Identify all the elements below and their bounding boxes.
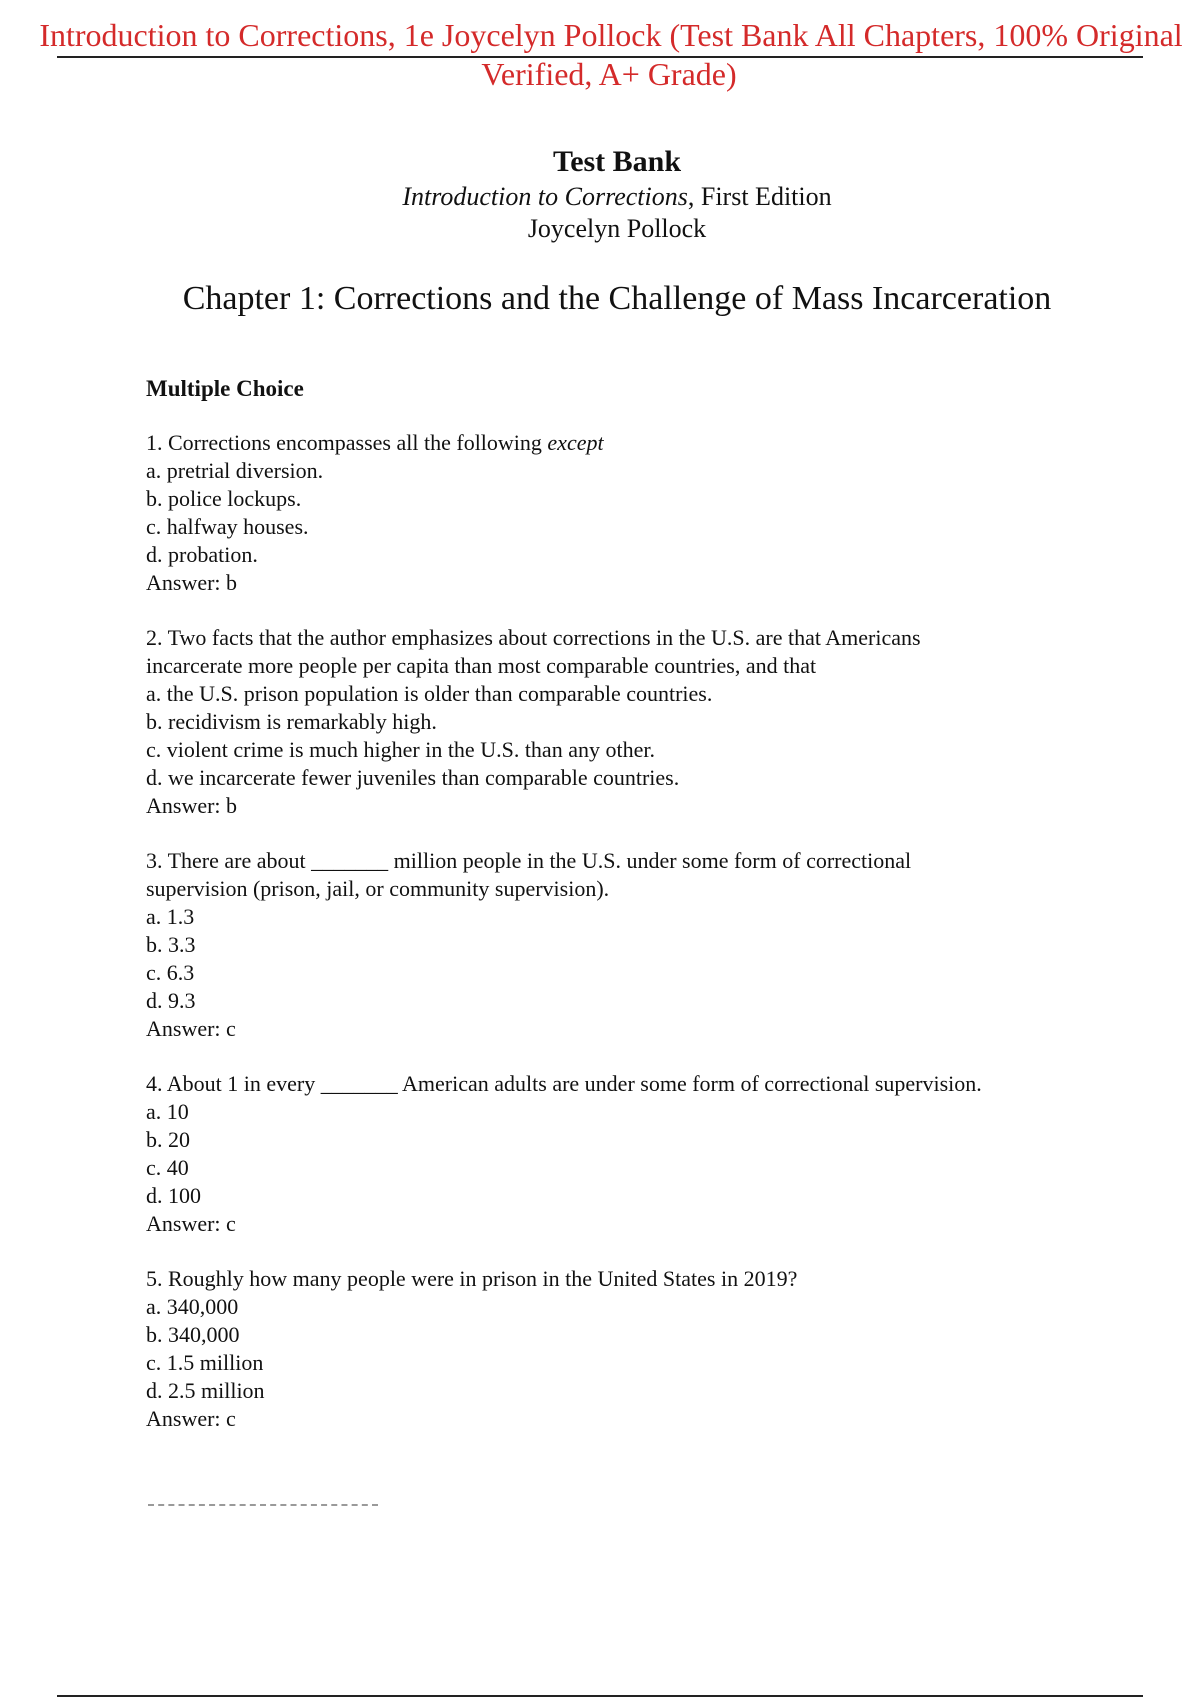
answer-option: d. 9.3 xyxy=(146,988,196,1013)
question-4 xyxy=(146,1070,1126,1238)
answer-option: a. 340,000 xyxy=(146,1294,239,1319)
answer-option: d. 2.5 million xyxy=(146,1378,265,1403)
question-3 xyxy=(146,847,1126,1043)
question-stem: 5. Roughly how many people were in prison in the United States in 2019? xyxy=(146,1266,798,1291)
question-stem-continued: supervision (prison, jail, or community supervision). xyxy=(146,876,610,901)
question-stem: 3. There are about _______ million people in the U.S. under some form of correctional xyxy=(146,848,912,873)
answer-option: d. we incarcerate fewer juveniles than comparable countries. xyxy=(146,765,680,790)
chapter-title: Chapter 1: Corrections and the Challenge of Mass Incarceration xyxy=(182,280,1052,317)
answer-option: b. police lockups. xyxy=(146,486,302,511)
answer-option: a. 1.3 xyxy=(146,904,195,929)
answer-option: b. recidivism is remarkably high. xyxy=(146,709,437,734)
answer-option: c. 6.3 xyxy=(146,960,195,985)
book-subtitle xyxy=(0,181,1200,213)
header-line-2: Verified, A+ Grade) xyxy=(481,56,737,92)
question-stem: 2. Two facts that the author emphasizes about corrections in the U.S. are that Americans xyxy=(146,625,921,650)
footer-fragment xyxy=(148,1504,378,1508)
answer-option: d. 100 xyxy=(146,1183,201,1208)
question-stem-emphasis: except xyxy=(547,430,604,455)
title-block xyxy=(0,144,1200,245)
question-stem: 4. About 1 in every _______ American adults are under some form of correctional supervision. xyxy=(146,1071,982,1096)
answer-option: b. 20 xyxy=(146,1127,190,1152)
question-list xyxy=(146,375,1126,1460)
test-bank-title: Test Bank xyxy=(552,145,682,178)
answer-key: Answer: b xyxy=(146,793,238,818)
answer-option: a. 10 xyxy=(146,1099,189,1124)
question-2 xyxy=(146,624,1126,820)
book-edition: , First Edition xyxy=(687,182,832,211)
question-5 xyxy=(146,1265,1126,1433)
header-line-1: Introduction to Corrections, 1e Joycelyn Pollock (Test Bank All Chapters, 100% Original xyxy=(39,17,1183,53)
answer-option: c. 40 xyxy=(146,1155,189,1180)
answer-option: c. violent crime is much higher in the U.S. than any other. xyxy=(146,737,655,762)
answer-key: Answer: c xyxy=(146,1211,236,1236)
answer-key: Answer: b xyxy=(146,570,238,595)
answer-option: b. 340,000 xyxy=(146,1322,240,1347)
question-stem-continued: incarcerate more people per capita than most comparable countries, and that xyxy=(146,653,817,678)
answer-option: c. 1.5 million xyxy=(146,1350,264,1375)
document-header xyxy=(0,16,1200,94)
bottom-divider xyxy=(57,1695,1143,1697)
answer-option: a. pretrial diversion. xyxy=(146,458,324,483)
question-stem-text: 1. Corrections encompasses all the following xyxy=(146,430,548,455)
answer-option: b. 3.3 xyxy=(146,932,196,957)
answer-key: Answer: c xyxy=(146,1406,236,1431)
question-1 xyxy=(146,429,1126,597)
book-author: Joycelyn Pollock xyxy=(527,214,707,243)
answer-option: a. the U.S. prison population is older than comparable countries. xyxy=(146,681,713,706)
answer-key: Answer: c xyxy=(146,1016,236,1041)
header-divider xyxy=(57,56,1143,58)
question-stem xyxy=(146,429,1126,457)
book-title: Introduction to Corrections xyxy=(402,182,688,211)
answer-option: c. halfway houses. xyxy=(146,514,309,539)
answer-option: d. probation. xyxy=(146,542,258,567)
section-heading: Multiple Choice xyxy=(146,376,304,401)
